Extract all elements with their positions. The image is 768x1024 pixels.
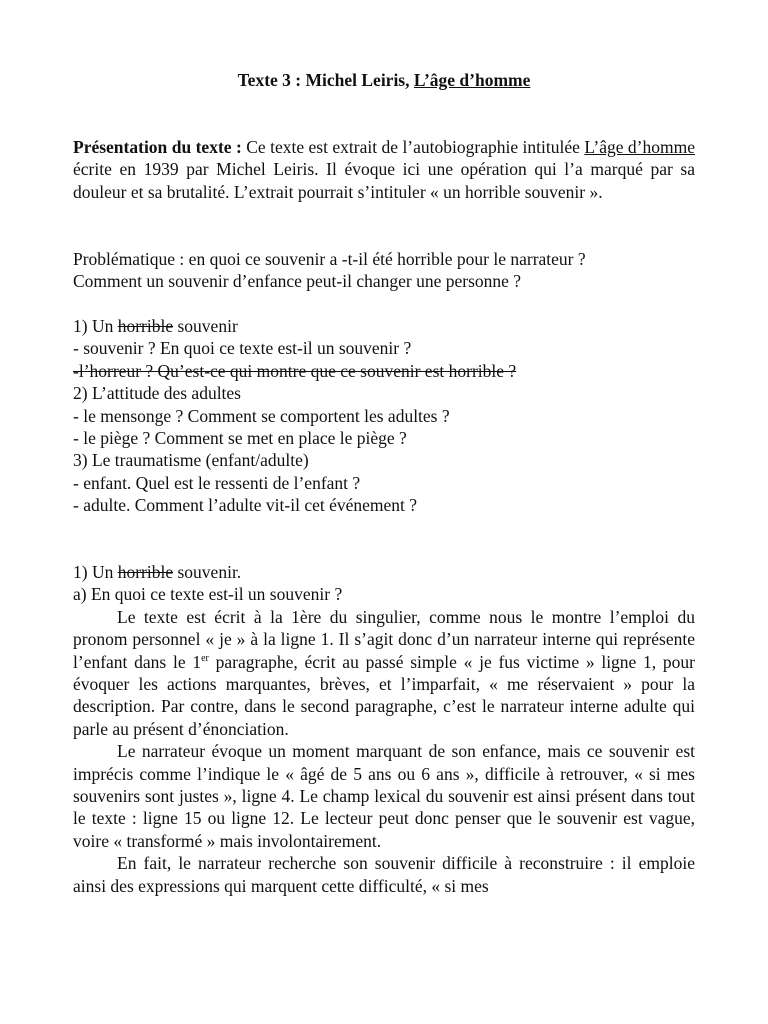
analysis-heading-strike: horrible <box>117 562 174 582</box>
analysis-subheading: a) En quoi ce texte est-il un souvenir ? <box>73 584 343 605</box>
plan-part-2-line-1: - le mensonge ? Comment se comportent les adultes ? <box>73 405 450 426</box>
analysis-paragraph-3: En fait, le narrateur recherche son souvenir difficile à reconstruire : il emploie ainsi des expressions qui marquent cette difficulté, « si mes <box>73 853 695 896</box>
plan-part-2: 2) L’attitude des adultes <box>73 383 241 404</box>
plan-part-1-prefix: 1) Un <box>73 316 118 336</box>
presentation-paragraph <box>73 136 695 203</box>
title-work: L’âge d’homme <box>413 70 531 90</box>
plan-part-2-line-2: - le piège ? Comment se met en place le piège ? <box>73 428 407 449</box>
plan-part-1-suffix: souvenir <box>173 316 238 336</box>
presentation-label: Présentation du texte : <box>73 137 242 157</box>
plan-part-3-line-2: - adulte. Comment l’adulte vit-il cet événement ? <box>73 495 418 516</box>
plan-part-1-line-2-strike: -l’horreur ? Qu’est-ce qui montre que ce souvenir est horrible ? <box>73 360 517 381</box>
plan-part-1-strike: horrible <box>117 316 174 336</box>
presentation-work: L’âge d’homme <box>584 137 696 157</box>
problematique-line-1: Problématique : en quoi ce souvenir a -t-il été horrible pour le narrateur ? <box>73 249 586 269</box>
presentation-text-after: écrite en 1939 par Michel Leiris. Il évoque ici une opération qui l’a marqué par sa douleur et sa brutalité. L’extrait pourrait s’intituler « un horrible souvenir ». <box>73 159 695 202</box>
plan-part-3: 3) Le traumatisme (enfant/adulte) <box>73 450 309 471</box>
plan-part-1-line-1: - souvenir ? En quoi ce texte est-il un souvenir ? <box>73 338 412 359</box>
problematique-line-2: Comment un souvenir d’enfance peut-il changer une personne ? <box>73 271 522 292</box>
problematique <box>73 248 695 293</box>
analysis-paragraph-1-part-1: Le texte est écrit à la 1ère du singulier, comme nous le montre l’emploi du pronom personnel « je » à la ligne 1. Il s’agit donc d’un narrateur interne qui représente l’enfant dans le 1 <box>73 606 695 672</box>
analysis-paragraph-1 <box>73 606 695 740</box>
analysis-paragraph-1-part-2: paragraphe, écrit au passé simple « je fus victime » ligne 1, pour évoquer les actions marquantes, brèves, et l’imparfait, « me réservaient » pour la description. Par contre, dans le second paragraphe, c’est le narrateur interne adulte qui parle au présent d’énonciation. <box>73 651 696 739</box>
plan-part-1 <box>73 315 695 337</box>
plan-part-1-line-2 <box>73 360 695 382</box>
analysis-section <box>73 561 695 897</box>
analysis-heading <box>73 561 695 583</box>
presentation-text-before: Ce texte est extrait de l’autobiographie intitulée <box>241 137 585 157</box>
title-prefix: Texte 3 : Michel Leiris, <box>237 70 414 90</box>
analysis-paragraph-2: Le narrateur évoque un moment marquant de son enfance, mais ce souvenir est imprécis comme l’indique le « âgé de 5 ans ou 6 ans », difficile à retrouver, « si mes souvenirs sont justes », ligne 4. Le champ lexical du souvenir est ainsi présent dans tout le texte : ligne 15 ou ligne 12. Le lecteur peut donc penser que le souvenir est vague, voire « transformé » mais involontairement. <box>73 741 695 851</box>
plan-outline <box>73 315 695 517</box>
analysis-heading-prefix: 1) Un <box>73 562 118 582</box>
plan-part-3-line-1: - enfant. Quel est le ressenti de l’enfant ? <box>73 472 361 493</box>
page-title <box>0 69 768 91</box>
analysis-heading-suffix: souvenir. <box>173 562 242 582</box>
analysis-paragraph-1-sup: er <box>201 652 209 664</box>
